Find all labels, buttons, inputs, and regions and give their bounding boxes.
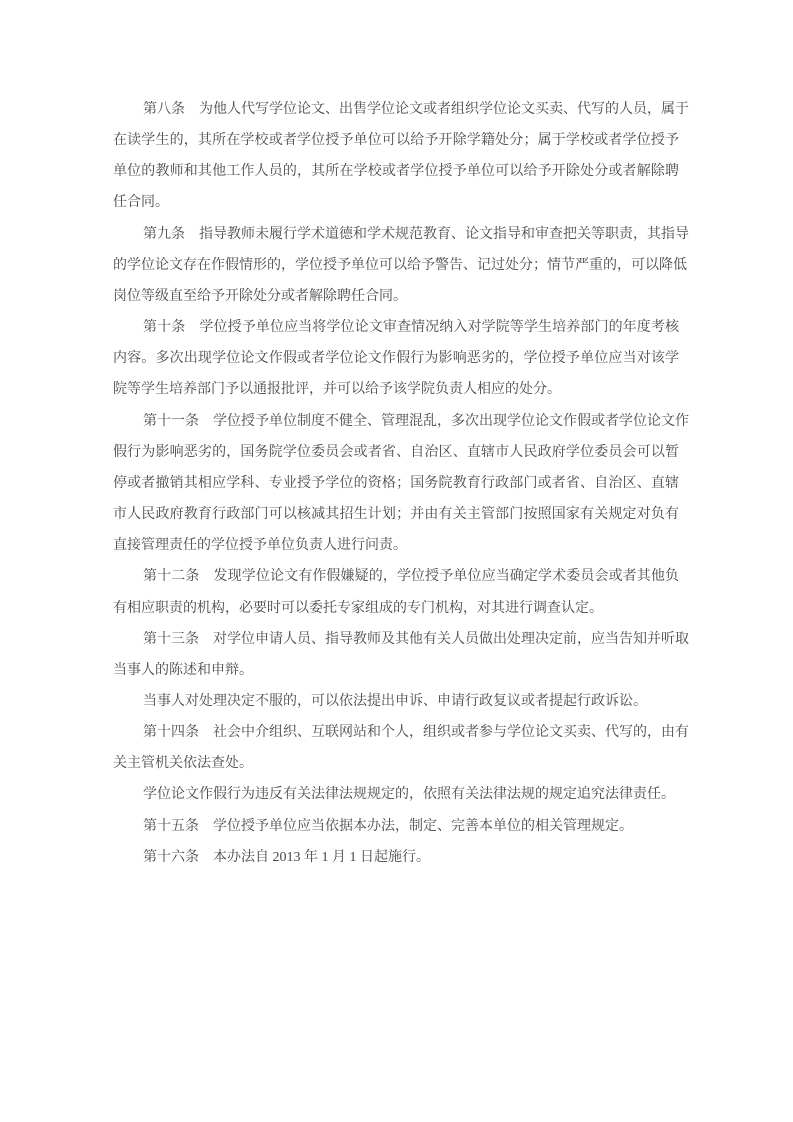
paragraph-article-10 <box>113 312 679 405</box>
text-line: 内容。多次出现学位论文作假或者学位论文作假行为影响恶劣的，学位授予单位应当对该学 <box>113 351 679 367</box>
paragraph-article-16 <box>113 842 679 873</box>
paragraph-article-11 <box>113 406 689 562</box>
text-line: 关主管机关依法查处。 <box>113 756 253 772</box>
text-line: 第十六条 本办法自 2013 年 1 月 1 日起施行。 <box>143 849 430 865</box>
text-line: 学位论文作假行为违反有关法律法规规定的，依照有关法律法规的规定追究法律责任。 <box>143 787 675 803</box>
text-line: 单位的教师和其他工作人员的，其所在学校或者学位授予单位可以给予开除处分或者解除聘 <box>113 164 679 180</box>
text-line: 任合同。 <box>113 195 169 211</box>
paragraph-article-12 <box>113 561 679 623</box>
text-line: 当事人对处理决定不服的，可以依法提出申诉、申请行政复议或者提起行政诉讼。 <box>143 693 647 709</box>
text-line: 第九条 指导教师未履行学术道德和学术规范教育、论文指导和审查把关等职责，其指导 <box>143 226 689 242</box>
text-line: 停或者撤销其相应学科、专业授予学位的资格；国务院教育行政部门或者省、自治区、直辖 <box>113 475 679 491</box>
text-line: 院等学生培养部门予以通报批评，并可以给予该学院负责人相应的处分。 <box>113 382 561 398</box>
text-line: 第十条 学位授予单位应当将学位论文审查情况纳入对学院等学生培养部门的年度考核 <box>143 320 679 336</box>
paragraph-legal-liability-clause <box>113 779 679 810</box>
text-line: 的学位论文存在作假情形的，学位授予单位可以给予警告、记过处分；情节严重的，可以降低 <box>113 257 687 273</box>
text-line: 在读学生的，其所在学校或者学位授予单位可以给予开除学籍处分；属于学校或者学位授予 <box>113 133 679 149</box>
text-line: 第十二条 发现学位论文有作假嫌疑的，学位授予单位应当确定学术委员会或者其他负 <box>143 569 679 585</box>
paragraph-article-9 <box>113 219 689 312</box>
text-line: 第十一条 学位授予单位制度不健全、管理混乱，多次出现学位论文作假或者学位论文作 <box>143 413 689 429</box>
document-text-block <box>113 94 689 873</box>
text-line: 第十四条 社会中介组织、互联网站和个人，组织或者参与学位论文买卖、代写的，由有 <box>143 725 689 741</box>
paragraph-appeal-clause <box>113 686 679 717</box>
text-line: 有相应职责的机构，必要时可以委托专家组成的专门机构，对其进行调查认定。 <box>113 600 603 616</box>
text-line: 第十五条 学位授予单位应当依据本办法，制定、完善本单位的相关管理规定。 <box>143 818 633 834</box>
paragraph-article-14 <box>113 717 689 779</box>
text-line: 当事人的陈述和申辩。 <box>113 662 253 678</box>
text-line: 第十三条 对学位申请人员、指导教师及其他有关人员做出处理决定前，应当告知并听取 <box>143 631 689 647</box>
paragraph-article-8 <box>113 94 689 219</box>
text-line: 市人民政府教育行政部门可以核减其招生计划；并由有关主管部门按照国家有关规定对负有 <box>113 507 679 523</box>
text-line: 直接管理责任的学位授予单位负责人进行问责。 <box>113 538 407 554</box>
text-line: 第八条 为他人代写学位论文、出售学位论文或者组织学位论文买卖、代写的人员，属于 <box>143 102 689 117</box>
text-line: 岗位等级直至给予开除处分或者解除聘任合同。 <box>113 288 407 304</box>
paragraph-article-13 <box>113 624 689 686</box>
text-line: 假行为影响恶劣的，国务院学位委员会或者省、自治区、直辖市人民政府学位委员会可以暂 <box>113 444 679 460</box>
paragraph-article-15 <box>113 811 679 842</box>
